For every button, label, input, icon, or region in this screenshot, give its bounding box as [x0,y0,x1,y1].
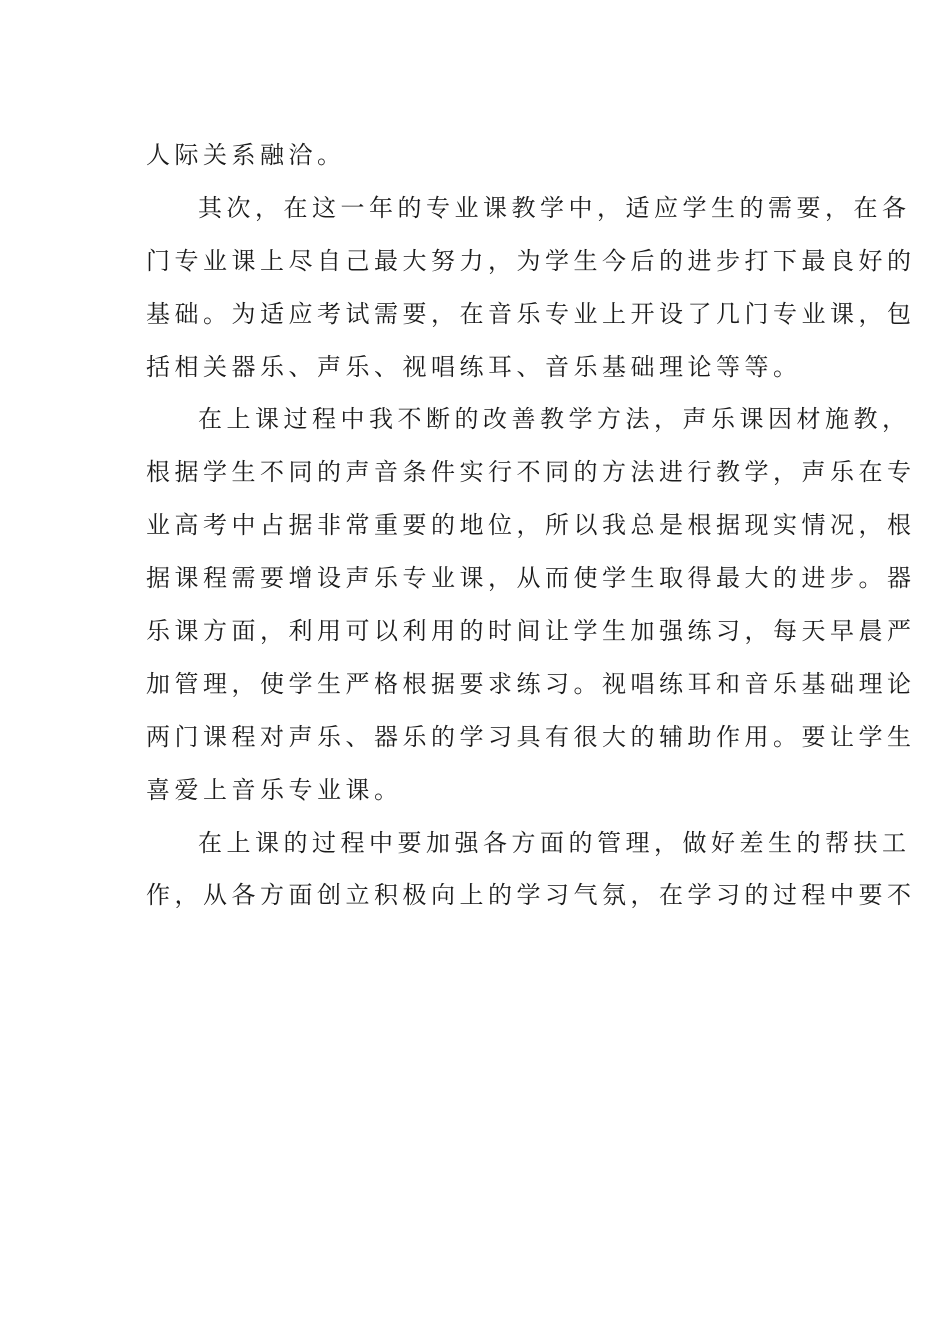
text-line: 加管理，使学生严格根据要求练习。视唱练耳和音乐基础理论 [146,669,916,698]
text-line: 在上课的过程中要加强各方面的管理，做好差生的帮扶工 [198,828,911,857]
text-line: 作，从各方面创立积极向上的学习气氛，在学习的过程中要不 [146,881,916,910]
text-line: 据课程需要增设声乐专业课，从而使学生取得最大的进步。器 [146,564,916,593]
text-line: 其次，在这一年的专业课教学中，适应学生的需要，在各 [198,193,911,222]
text-line: 喜爱上音乐专业课。 [146,775,403,804]
text-line: 门专业课上尽自己最大努力，为学生今后的进步打下最良好的 [146,246,916,275]
text-line: 两门课程对声乐、器乐的学习具有很大的辅助作用。要让学生 [146,722,916,751]
text-line: 人际关系融洽。 [146,141,346,169]
text-line: 在上课过程中我不断的改善教学方法，声乐课因材施教， [198,405,911,434]
text-line: 根据学生不同的声音条件实行不同的方法进行教学，声乐在专 [146,458,916,487]
text-line: 乐课方面，利用可以利用的时间让学生加强练习，每天早晨严 [146,617,916,646]
text-line: 业高考中占据非常重要的地位，所以我总是根据现实情况，根 [146,511,916,540]
text-line: 基础。为适应考试需要，在音乐专业上开设了几门专业课，包 [146,299,916,328]
body-text [146,129,916,922]
text-line: 括相关器乐、声乐、视唱练耳、音乐基础理论等等。 [146,352,802,381]
